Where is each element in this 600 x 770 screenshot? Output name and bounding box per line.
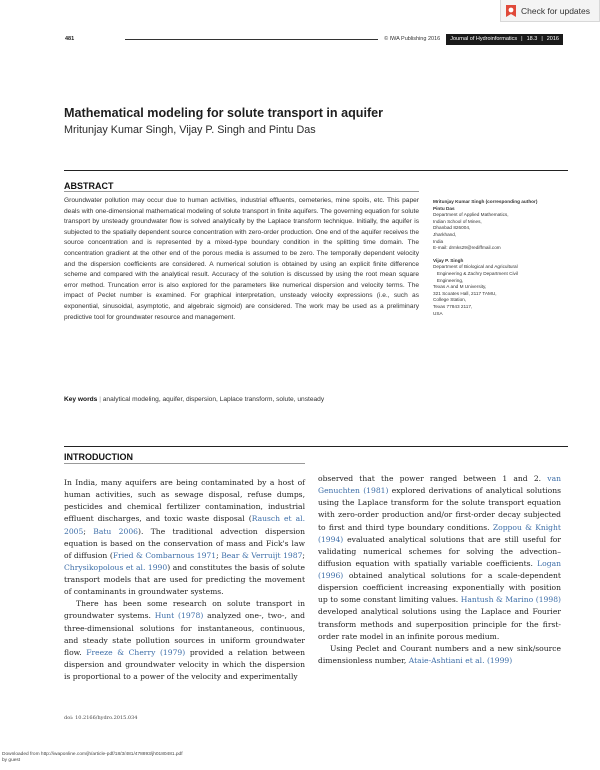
download-footer [2,752,183,764]
introduction-heading: INTRODUCTION [64,452,133,462]
affiliation-line: College Station, [433,297,467,303]
citation-link[interactable]: Logan (1996) [318,558,561,580]
journal-volume: 18.3 [526,36,538,42]
journal-box: Journal of Hydroinformatics | 18.3 | 2016 [446,34,563,45]
introduction-top-rule [64,446,568,447]
citation-link[interactable]: Chrysikopolous et al. 1990 [64,562,168,572]
citation-link[interactable]: Rausch et al. 2005 [64,514,305,536]
check-for-updates-label: Check for updates [521,5,590,16]
footer-line: by guest [2,758,21,763]
paragraph-text: ) and constitutes the basis of solute transport models that are used for predicting the movement of contaminants in groundwater systems. [64,562,306,597]
affiliation-line: 321 Scoates Hall, 2117 TAMU, [433,290,497,296]
citation-link[interactable]: Hantush & Marino (1998) [460,595,561,605]
keywords-label: Key words [64,396,98,403]
doi-line: doi: 10.2166/hydro.2015.034 [64,715,138,721]
affiliation-line: Texas A and M University, [433,284,487,290]
paragraph [64,477,305,598]
abstract-heading-rule [64,191,419,192]
citation-link[interactable]: Freeze & Cherry (1979) [86,647,186,657]
citation-link[interactable]: Bear & Verruijt 1987 [221,550,303,560]
bookmark-update-icon [505,4,517,18]
paragraph-text: ; [83,526,94,536]
paragraph-text: provided a relation between dispersion and groundwater velocity in which the dispersion is proportional to a power of the velocity and experimentally [64,647,305,681]
citation-link[interactable]: Batu 2006 [93,526,138,536]
affiliation-line: Department of Applied Mathematics, [433,212,509,218]
citation-link[interactable]: Ataie-Ashtiani et al. (1999) [408,655,513,665]
paragraph [64,598,305,683]
affiliation-line: Engineering, [433,277,464,283]
paragraph-text: ). The traditional advection dispersion equation is based on the conservation of mass and Fick's law of diffusion ( [64,526,305,560]
affiliation-line: Vijay P. Singh [433,257,464,263]
journal-name: Journal of Hydroinformatics [450,36,518,42]
check-for-updates-badge[interactable] [500,0,600,22]
header-rule [125,39,378,45]
copyright-notice: © IWA Publishing 2016 [384,36,441,42]
affiliation-line: Department of Biological and Agricultural [433,264,518,270]
citation-link[interactable]: Hunt (1978) [154,611,204,621]
footer-line: Downloaded from http://iwaponline.com/jh/article-pdf/18/3/481/478893/jh0180481.pdf [2,752,183,757]
citation-link[interactable]: Zoppou & Knight (1994) [318,522,561,544]
keywords-list: analytical modeling, aquifer, dispersion, Laplace transform, solute, unsteady [102,396,325,403]
introduction-left-column [64,477,305,683]
paragraph-text: explored derivations of analytical solutions using the Laplace transform for the solute transport equation with zero-order production and/or first-order decay subjected to first and third type boundary conditions. [318,486,561,532]
paragraph [318,473,561,643]
article-title: Mathematical modeling for solute transport in aquifer [64,106,384,120]
paragraph-text: ; [302,550,305,560]
paragraph-text: obtained analytical solutions for a scale-dependent dispersion coefficient increasing exponentially with position up to some constant limiting values. [318,571,561,605]
abstract-heading: ABSTRACT [64,181,114,191]
affiliation-line: Indian School of Mines, [433,218,482,224]
affiliation-line: Dhanbad 826004, [433,225,471,231]
introduction-heading-rule [64,463,305,464]
paragraph-text: Using Peclet and Courant numbers and a new sink/source dimensionless number, [318,643,561,665]
affiliation-email[interactable]: E-mail: drmks29@rediffmail.com [433,245,501,251]
paragraph-text: observed that the power ranged between 1 and 2. [318,474,548,483]
affiliation-line: India [433,238,444,244]
running-header [63,34,563,45]
citation-link[interactable]: Fried & Combarnous 1971 [112,550,217,560]
keywords-line: Key words | analytical modeling, aquifer, dispersion, Laplace transform, solute, unsteady [64,396,325,403]
abstract-top-rule [64,170,568,171]
author-affiliations [433,199,568,317]
citation-link[interactable]: van Genuchten (1981) [318,474,561,496]
paragraph-text: In India, many aquifers are being contaminated by a host of human activities, such as sewage disposal, refuse dumps, pesticides and chemical fertilizer contamination, industrial effluent discharges, and toxic waste disposal ( [64,478,305,524]
affiliation-line: USA [433,310,443,316]
affiliation-line: Mritunjay Kumar Singh (corresponding author) [433,199,538,204]
journal-year: 2016 [546,36,559,42]
paragraph-text: There has been some research on solute transport in groundwater systems. [64,599,305,621]
paragraph-text: ; [216,550,222,560]
introduction-right-column [318,473,561,667]
affiliation-line: Pintu Das [433,205,455,211]
paragraph-text: analyzed one-, two-, and three-dimensional solutions for instantaneous, continuous, and steady state pollution sources in uniform groundwater flow. [64,611,305,657]
paragraph [318,643,561,667]
paragraph-text: developed analytical solutions using the Laplace and Fourier transform methods and superposition principle for the first-order rate model in an infinite porous medium. [318,607,561,641]
affiliation-line: Texas 77843 2117, [433,303,473,309]
article-authors: Mritunjay Kumar Singh, Vijay P. Singh and Pintu Das [64,124,316,136]
abstract-text: Groundwater pollution may occur due to human activities, industrial effluents, cemeteries, mine spoils, etc. This paper deals with one-dimensional mathematical modeling of solute transport in finite aquifers. The governing equation for solute transport by unsteady groundwater flow is solved analytically by the Laplace transform technique. Initially, the aquifer is subjected to the spatially dependent source concentration with zero-order production. One end of the aquifer receives the source concentration and is represented by a mixed-type boundary condition in the splitting time domain. The concentration gradient at the other end of the porous media is assumed to be zero. The temporally dependent velocity and the dispersion coefficients are considered. A numerical solution is obtained by using an explicit finite difference scheme and compared with the analytical result. Accuracy of the solution is discussed by using the root mean square error method. Truncation error is also explored for the parameters like numerical dispersion and velocity terms. The impact of Peclet number is examined. For graphical interpretation, unsteady velocity expressions (i.e., such as exponential, sinusoidal, asymptotic, and algebraic sigmoid) are considered. The work may be used as a preliminary predictive tool for groundwater resource and management. [64,197,419,321]
affiliation-line: Engineering & Zachry Department Civil [433,270,518,276]
affiliation-line: Jharkhand, [433,231,457,237]
paragraph-text: evaluated analytical solutions that are still useful for validating numerical schemes for solving the advection–diffusion equation with spatially variable coefficients. [318,534,561,568]
page-number: 481 [65,36,75,42]
